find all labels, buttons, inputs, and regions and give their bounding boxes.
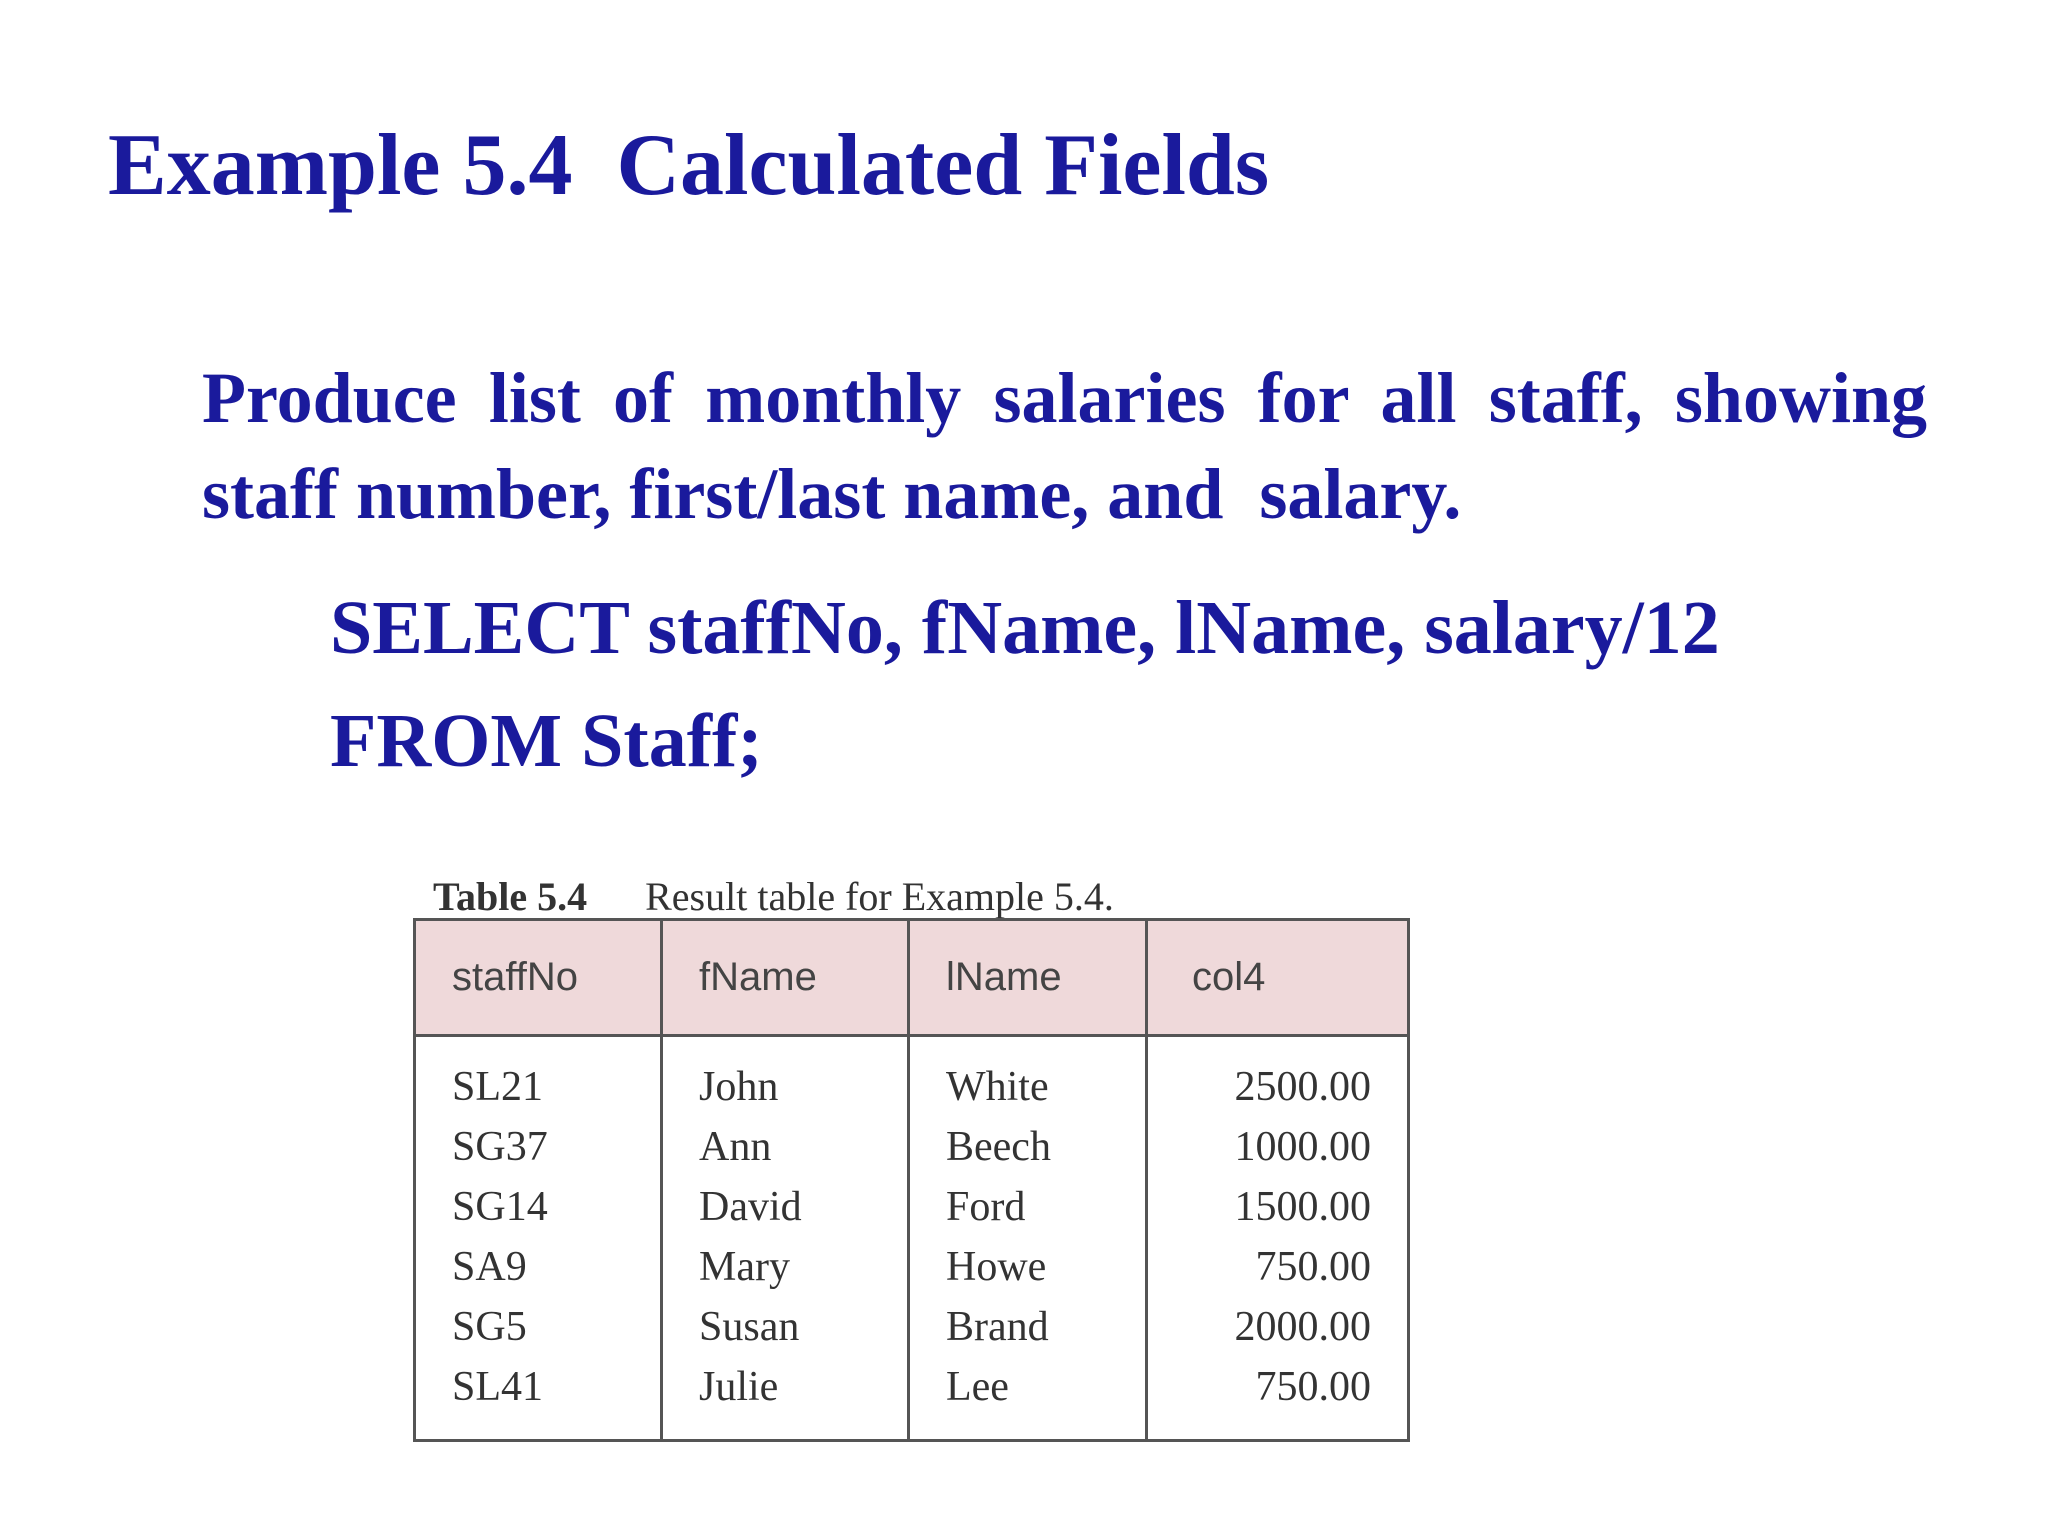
cell-staffno: SA9 [452, 1244, 527, 1290]
result-table [413, 918, 1410, 1442]
cell-lname: Howe [909, 1237, 1147, 1297]
cell-fname: John [662, 1036, 909, 1118]
column-header-fname: fName [662, 920, 909, 1036]
table-caption-text: Result table for Example 5.4. [645, 874, 1114, 919]
cell-lname: Brand [909, 1297, 1147, 1357]
sql-select-line: SELECT staffNo, fName, lName, salary/12 [330, 586, 1720, 670]
table-row [415, 1177, 1409, 1237]
cell-lname: White [909, 1036, 1147, 1118]
table-row [415, 1297, 1409, 1357]
cell-monthly-salary: 1000.00 [1147, 1117, 1409, 1177]
table-row [415, 1357, 1409, 1441]
cell-lname: Ford [909, 1177, 1147, 1237]
cell-lname: Beech [909, 1117, 1147, 1177]
cell-fname: Mary [662, 1237, 909, 1297]
cell-fname: Ann [662, 1117, 909, 1177]
table-header-row [415, 920, 1409, 1036]
cell-fname: David [662, 1177, 909, 1237]
cell-staffno: SG5 [452, 1304, 527, 1350]
cell-monthly-salary: 1500.00 [1147, 1177, 1409, 1237]
sql-from-line: FROM Staff; [330, 699, 763, 783]
cell-staffno: SL21 [452, 1064, 544, 1110]
cell-fname: Susan [662, 1297, 909, 1357]
cell-monthly-salary: 750.00 [1147, 1357, 1409, 1441]
cell-fname: Julie [662, 1357, 909, 1441]
slide-title: Example 5.4 Calculated Fields [108, 117, 1270, 214]
task-description: Produce list of monthly salaries for all staff, showing staff number, first/last name, and salary. [202, 358, 1945, 534]
column-header-staffno: staffNo [415, 920, 662, 1036]
column-header-lname: lName [909, 920, 1147, 1036]
cell-staffno: SG37 [452, 1124, 548, 1170]
cell-monthly-salary: 750.00 [1147, 1237, 1409, 1297]
table-row [415, 1237, 1409, 1297]
table-caption [413, 826, 1114, 920]
cell-staffno: SL41 [452, 1364, 544, 1410]
table-row [415, 1117, 1409, 1177]
column-header-col4: col4 [1147, 920, 1409, 1036]
cell-monthly-salary: 2000.00 [1147, 1297, 1409, 1357]
cell-staffno: SG14 [452, 1184, 548, 1230]
table-row [415, 1036, 1409, 1118]
cell-lname: Lee [909, 1357, 1147, 1441]
table-caption-label: Table 5.4 [433, 874, 588, 919]
cell-monthly-salary: 2500.00 [1147, 1036, 1409, 1118]
